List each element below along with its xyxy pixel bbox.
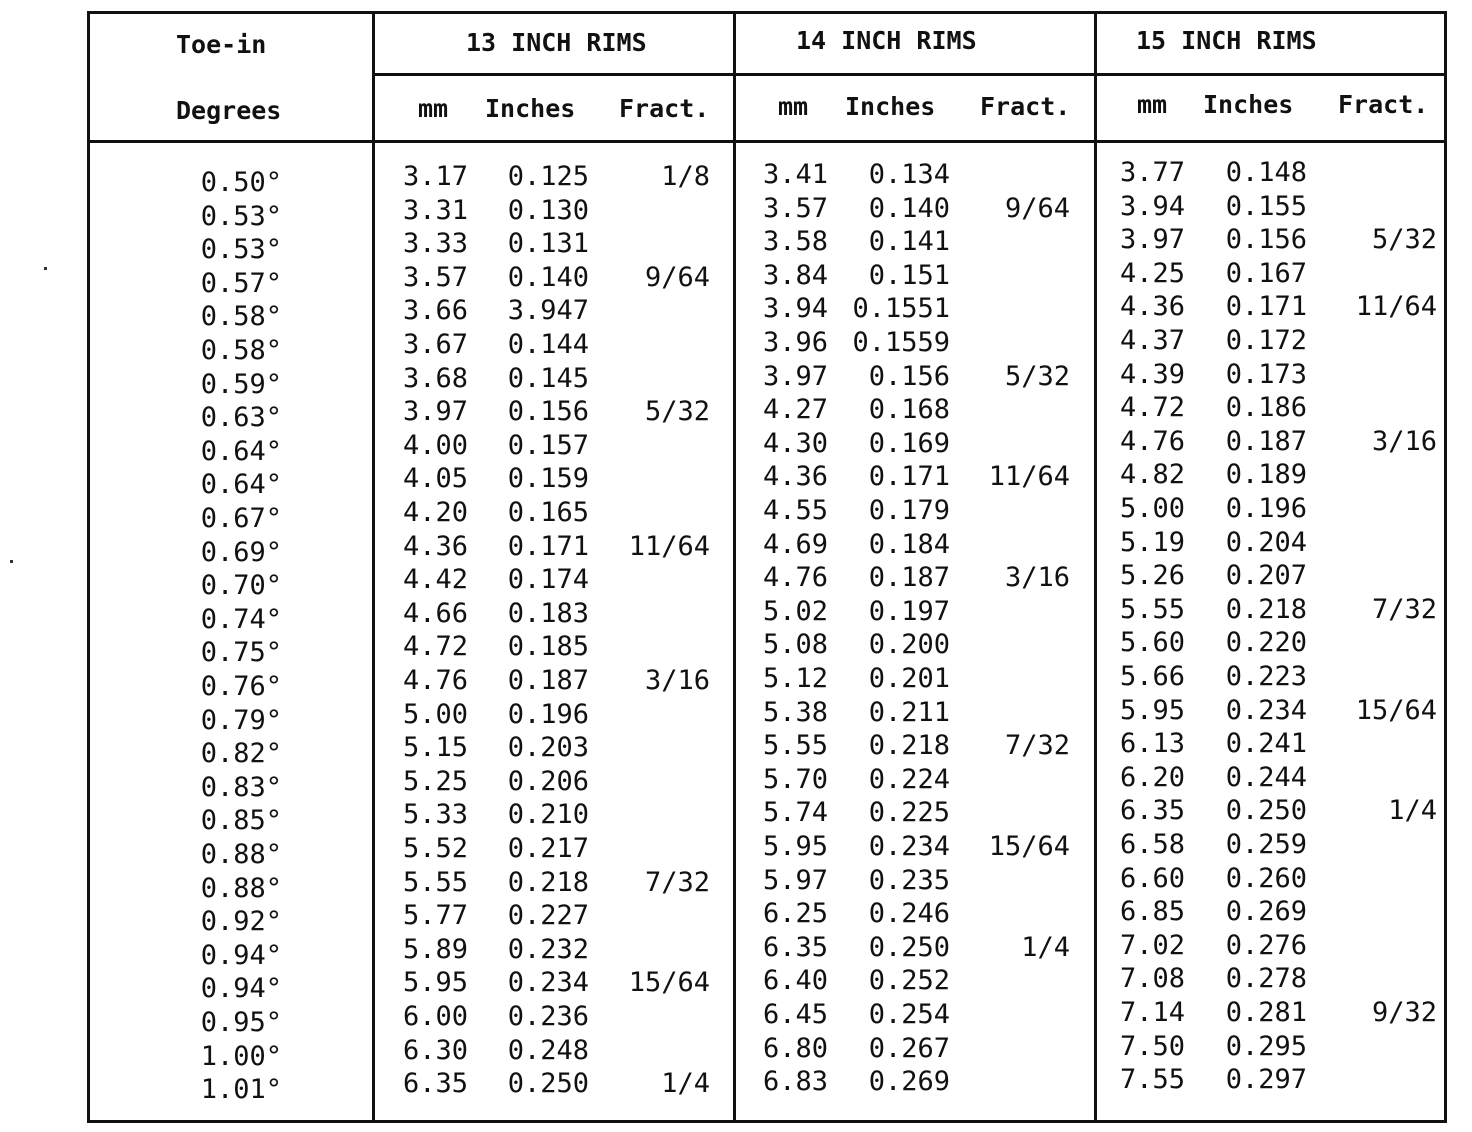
rims13-inches-header: Inches: [485, 94, 576, 123]
rims13-mm-cell: 5.15: [402, 732, 468, 763]
degree-cell: 0.59°: [200, 369, 282, 400]
rims15-mm-cell: 6.13: [1119, 728, 1185, 759]
rims14-fract-cell: 1/4: [1021, 932, 1070, 963]
rims14-inches-cell: 0.1551: [852, 293, 950, 324]
rims14-mm-cell: 5.08: [762, 629, 828, 660]
degree-cell: 0.75°: [200, 637, 282, 668]
rims13-inches-cell: 0.144: [507, 329, 589, 360]
rims13-mm-cell: 4.20: [402, 497, 468, 528]
rims15-inches-cell: 0.220: [1225, 627, 1307, 658]
rims14-inches-cell: 0.141: [868, 226, 950, 257]
rims15-mm-cell: 7.08: [1119, 963, 1185, 994]
rims13-inches-cell: 0.165: [507, 497, 589, 528]
rims15-mm-cell: 4.39: [1119, 359, 1185, 390]
rims13-mm-cell: 5.55: [402, 867, 468, 898]
rims14-mm-cell: 5.12: [762, 663, 828, 694]
rims14-inches-cell: 0.269: [868, 1066, 950, 1097]
rims13-inches-cell: 0.157: [507, 430, 589, 461]
rims15-inches-cell: 0.155: [1225, 191, 1307, 222]
rims15-inches-cell: 0.244: [1225, 762, 1307, 793]
rims15-inches-cell: 0.196: [1225, 493, 1307, 524]
rims13-mm-cell: 5.95: [402, 967, 468, 998]
rims14-inches-cell: 0.224: [868, 764, 950, 795]
rims15-mm-cell: 3.97: [1119, 224, 1185, 255]
rims14-inches-cell: 0.187: [868, 562, 950, 593]
rims15-inches-cell: 0.172: [1225, 325, 1307, 356]
rims13-mm-cell: 3.67: [402, 329, 468, 360]
rims14-inches-cell: 0.197: [868, 596, 950, 627]
degrees-header: Degrees: [176, 96, 282, 125]
rims14-mm-cell: 6.45: [762, 999, 828, 1030]
rims13-inches-cell: 0.131: [507, 228, 589, 259]
rims14-mm-cell: 6.40: [762, 965, 828, 996]
rims15-fract-cell: 5/32: [1371, 224, 1437, 255]
rims13-fract-cell: 1/4: [661, 1068, 710, 1099]
rims15-mm-cell: 6.85: [1119, 896, 1185, 927]
column-divider: [372, 14, 375, 1120]
rims14-mm-cell: 5.95: [762, 831, 828, 862]
rims14-mm-cell: 5.70: [762, 764, 828, 795]
degree-cell: 0.88°: [200, 873, 282, 904]
rims13-fract-header: Fract.: [619, 94, 710, 123]
rims14-inches-cell: 0.151: [868, 260, 950, 291]
rims13-mm-cell: 6.00: [402, 1001, 468, 1032]
rims15-mm-cell: 4.37: [1119, 325, 1185, 356]
rims15-inches-cell: 0.241: [1225, 728, 1307, 759]
toe-in-table: [87, 11, 1447, 1123]
rims14-inches-cell: 0.267: [868, 1033, 950, 1064]
rims14-fract-header: Fract.: [980, 92, 1071, 121]
rims14-mm-cell: 4.55: [762, 495, 828, 526]
rims13-mm-cell: 3.97: [402, 396, 468, 427]
rims15-inches-cell: 0.156: [1225, 224, 1307, 255]
rims15-inches-cell: 0.259: [1225, 829, 1307, 860]
rims13-inches-cell: 0.250: [507, 1068, 589, 1099]
rims14-mm-cell: 6.80: [762, 1033, 828, 1064]
rims15-mm-cell: 6.35: [1119, 795, 1185, 826]
rims14-inches-cell: 0.246: [868, 898, 950, 929]
rims14-fract-cell: 7/32: [1004, 730, 1070, 761]
rims15-inches-cell: 0.171: [1225, 291, 1307, 322]
rims14-mm-cell: 3.94: [762, 293, 828, 324]
rims14-mm-cell: 5.02: [762, 596, 828, 627]
degree-cell: 0.67°: [200, 503, 282, 534]
rims15-inches-cell: 0.234: [1225, 695, 1307, 726]
rims15-mm-cell: 5.26: [1119, 560, 1185, 591]
degree-cell: 0.53°: [200, 234, 282, 265]
rims15-mm-header: mm: [1137, 90, 1168, 119]
rims14-inches-cell: 0.225: [868, 797, 950, 828]
rims14-inches-cell: 0.218: [868, 730, 950, 761]
rims15-mm-cell: 6.58: [1119, 829, 1185, 860]
rims13-fract-cell: 15/64: [628, 967, 710, 998]
rims15-mm-cell: 5.19: [1119, 527, 1185, 558]
rims14-mm-cell: 3.96: [762, 327, 828, 358]
rims14-inches-cell: 0.171: [868, 461, 950, 492]
rims13-mm-cell: 4.72: [402, 631, 468, 662]
rims14-inches-cell: 0.184: [868, 529, 950, 560]
rims13-mm-cell: 3.17: [402, 161, 468, 192]
rims13-inches-cell: 0.210: [507, 799, 589, 830]
rims15-inches-cell: 0.148: [1225, 157, 1307, 188]
rims15-header: 15 INCH RIMS: [1136, 26, 1317, 55]
column-divider: [733, 14, 736, 1120]
rims13-inches-cell: 0.125: [507, 161, 589, 192]
rims14-mm-cell: 3.84: [762, 260, 828, 291]
rims15-mm-cell: 5.00: [1119, 493, 1185, 524]
header-bottom-rule: [90, 140, 1444, 143]
rims15-inches-cell: 0.218: [1225, 594, 1307, 625]
rims14-mm-cell: 5.74: [762, 797, 828, 828]
degree-cell: 0.63°: [200, 402, 282, 433]
rims15-mm-cell: 5.55: [1119, 594, 1185, 625]
rims14-inches-cell: 0.156: [868, 361, 950, 392]
rims14-mm-cell: 5.38: [762, 697, 828, 728]
rims15-inches-cell: 0.186: [1225, 392, 1307, 423]
rims15-inches-cell: 0.204: [1225, 527, 1307, 558]
rims13-fract-cell: 3/16: [644, 665, 710, 696]
degree-cell: 0.64°: [200, 436, 282, 467]
rims15-mm-cell: 4.25: [1119, 258, 1185, 289]
rims15-mm-cell: 5.66: [1119, 661, 1185, 692]
rims14-mm-cell: 4.36: [762, 461, 828, 492]
rims13-inches-cell: 0.234: [507, 967, 589, 998]
rims13-inches-cell: 0.227: [507, 900, 589, 931]
rims14-inches-cell: 0.140: [868, 193, 950, 224]
rims13-mm-cell: 4.05: [402, 463, 468, 494]
rims13-mm-cell: 5.52: [402, 833, 468, 864]
degree-cell: 0.64°: [200, 469, 282, 500]
rims14-fract-cell: 3/16: [1004, 562, 1070, 593]
rims13-inches-cell: 0.171: [507, 531, 589, 562]
degree-cell: 0.58°: [200, 335, 282, 366]
scan-speck: [10, 560, 13, 563]
rims13-inches-cell: 0.174: [507, 564, 589, 595]
rims13-mm-cell: 4.76: [402, 665, 468, 696]
rims13-mm-cell: 3.66: [402, 295, 468, 326]
rims13-mm-cell: 5.89: [402, 934, 468, 965]
rims15-inches-cell: 0.297: [1225, 1064, 1307, 1095]
rims13-inches-cell: 3.947: [507, 295, 589, 326]
rims15-inches-cell: 0.260: [1225, 863, 1307, 894]
rims13-inches-cell: 0.217: [507, 833, 589, 864]
degree-cell: 0.76°: [200, 671, 282, 702]
degree-cell: 0.92°: [200, 906, 282, 937]
degree-cell: 0.88°: [200, 839, 282, 870]
rims15-fract-cell: 1/4: [1388, 795, 1437, 826]
rims13-fract-cell: 5/32: [644, 396, 710, 427]
rims13-mm-cell: 5.00: [402, 699, 468, 730]
rims14-inches-cell: 0.134: [868, 159, 950, 190]
rims14-mm-cell: 6.35: [762, 932, 828, 963]
rims14-fract-cell: 5/32: [1004, 361, 1070, 392]
rims14-inches-cell: 0.234: [868, 831, 950, 862]
rims13-inches-cell: 0.130: [507, 195, 589, 226]
rims13-inches-cell: 0.185: [507, 631, 589, 662]
rims13-header: 13 INCH RIMS: [466, 28, 647, 57]
rims15-fract-cell: 11/64: [1355, 291, 1437, 322]
rims14-inches-cell: 0.254: [868, 999, 950, 1030]
rims13-mm-cell: 3.57: [402, 262, 468, 293]
rims15-mm-cell: 6.60: [1119, 863, 1185, 894]
rims15-inches-cell: 0.173: [1225, 359, 1307, 390]
rims14-mm-cell: 4.30: [762, 428, 828, 459]
rims15-mm-cell: 5.95: [1119, 695, 1185, 726]
rims13-inches-cell: 0.156: [507, 396, 589, 427]
rims14-mm-cell: 4.69: [762, 529, 828, 560]
rims14-mm-cell: 5.97: [762, 865, 828, 896]
rims15-inches-cell: 0.278: [1225, 963, 1307, 994]
rims14-inches-cell: 0.201: [868, 663, 950, 694]
rims15-mm-cell: 7.55: [1119, 1064, 1185, 1095]
rims15-inches-cell: 0.223: [1225, 661, 1307, 692]
rims14-mm-cell: 4.27: [762, 394, 828, 425]
rims13-inches-cell: 0.232: [507, 934, 589, 965]
rims14-inches-cell: 0.179: [868, 495, 950, 526]
rims15-mm-cell: 5.60: [1119, 627, 1185, 658]
rims13-mm-cell: 6.30: [402, 1035, 468, 1066]
degree-cell: 0.94°: [200, 940, 282, 971]
rims13-inches-cell: 0.145: [507, 363, 589, 394]
degree-cell: 0.50°: [200, 167, 282, 198]
rims14-inches-cell: 0.211: [868, 697, 950, 728]
rims15-mm-cell: 4.72: [1119, 392, 1185, 423]
scan-speck: [44, 267, 47, 270]
degree-cell: 0.85°: [200, 805, 282, 836]
toe-in-header: Toe-in: [176, 30, 267, 59]
rims14-fract-cell: 11/64: [988, 461, 1070, 492]
degree-cell: 1.00°: [200, 1041, 282, 1072]
degree-cell: 0.69°: [200, 537, 282, 568]
rims14-mm-cell: 3.41: [762, 159, 828, 190]
rims13-fract-cell: 1/8: [661, 161, 710, 192]
rims15-mm-cell: 3.77: [1119, 157, 1185, 188]
rims15-inches-cell: 0.207: [1225, 560, 1307, 591]
rims13-mm-cell: 3.31: [402, 195, 468, 226]
rims14-mm-cell: 3.58: [762, 226, 828, 257]
rims15-inches-cell: 0.250: [1225, 795, 1307, 826]
rims14-fract-cell: 15/64: [988, 831, 1070, 862]
rims15-inches-cell: 0.295: [1225, 1031, 1307, 1062]
rims13-inches-cell: 0.187: [507, 665, 589, 696]
rims13-fract-cell: 9/64: [644, 262, 710, 293]
rims15-fract-cell: 9/32: [1371, 997, 1437, 1028]
rims15-mm-cell: 7.14: [1119, 997, 1185, 1028]
rims14-inches-cell: 0.252: [868, 965, 950, 996]
rims15-fract-cell: 3/16: [1371, 426, 1437, 457]
degree-cell: 0.58°: [200, 301, 282, 332]
rims15-inches-cell: 0.167: [1225, 258, 1307, 289]
rims13-inches-cell: 0.248: [507, 1035, 589, 1066]
rims15-inches-cell: 0.281: [1225, 997, 1307, 1028]
rims14-inches-cell: 0.1559: [852, 327, 950, 358]
rims14-inches-cell: 0.200: [868, 629, 950, 660]
rims13-mm-cell: 4.00: [402, 430, 468, 461]
rims15-fract-cell: 7/32: [1371, 594, 1437, 625]
rims13-inches-cell: 0.218: [507, 867, 589, 898]
rims15-inches-cell: 0.189: [1225, 459, 1307, 490]
rims15-inches-header: Inches: [1203, 90, 1294, 119]
rims13-mm-cell: 4.42: [402, 564, 468, 595]
degree-cell: 0.83°: [200, 772, 282, 803]
degree-cell: 0.95°: [200, 1007, 282, 1038]
rims13-fract-cell: 7/32: [644, 867, 710, 898]
degree-cell: 0.57°: [200, 268, 282, 299]
degree-cell: 0.82°: [200, 738, 282, 769]
rims14-mm-cell: 5.55: [762, 730, 828, 761]
rims13-inches-cell: 0.183: [507, 598, 589, 629]
degree-cell: 0.53°: [200, 201, 282, 232]
rims13-mm-cell: 3.33: [402, 228, 468, 259]
rims15-inches-cell: 0.269: [1225, 896, 1307, 927]
rims15-mm-cell: 4.36: [1119, 291, 1185, 322]
rims13-mm-cell: 5.33: [402, 799, 468, 830]
rims15-fract-header: Fract.: [1338, 90, 1429, 119]
rims13-inches-cell: 0.196: [507, 699, 589, 730]
rims13-mm-cell: 3.68: [402, 363, 468, 394]
rims13-inches-cell: 0.140: [507, 262, 589, 293]
rims13-inches-cell: 0.159: [507, 463, 589, 494]
rims13-mm-cell: 6.35: [402, 1068, 468, 1099]
rims13-mm-cell: 5.25: [402, 766, 468, 797]
rims14-inches-header: Inches: [845, 92, 936, 121]
rims15-fract-cell: 15/64: [1355, 695, 1437, 726]
rims13-inches-cell: 0.236: [507, 1001, 589, 1032]
rims14-mm-cell: 4.76: [762, 562, 828, 593]
rims14-mm-cell: 6.83: [762, 1066, 828, 1097]
degree-cell: 1.01°: [200, 1074, 282, 1105]
rims13-inches-cell: 0.206: [507, 766, 589, 797]
rims15-mm-cell: 7.02: [1119, 930, 1185, 961]
rims13-inches-cell: 0.203: [507, 732, 589, 763]
degree-cell: 0.70°: [200, 570, 282, 601]
degree-cell: 0.79°: [200, 705, 282, 736]
rims14-inches-cell: 0.250: [868, 932, 950, 963]
rims14-mm-header: mm: [778, 92, 809, 121]
rims15-mm-cell: 3.94: [1119, 191, 1185, 222]
rims13-mm-cell: 5.77: [402, 900, 468, 931]
rims13-mm-header: mm: [418, 94, 449, 123]
rims15-mm-cell: 4.82: [1119, 459, 1185, 490]
rims14-fract-cell: 9/64: [1004, 193, 1070, 224]
rims13-fract-cell: 11/64: [628, 531, 710, 562]
degree-cell: 0.74°: [200, 604, 282, 635]
rims14-mm-cell: 3.57: [762, 193, 828, 224]
rims14-inches-cell: 0.169: [868, 428, 950, 459]
rims15-inches-cell: 0.276: [1225, 930, 1307, 961]
rims15-mm-cell: 4.76: [1119, 426, 1185, 457]
rims13-mm-cell: 4.36: [402, 531, 468, 562]
column-divider: [1094, 14, 1097, 1120]
rims14-inches-cell: 0.168: [868, 394, 950, 425]
rims14-inches-cell: 0.235: [868, 865, 950, 896]
rims15-mm-cell: 6.20: [1119, 762, 1185, 793]
rims15-mm-cell: 7.50: [1119, 1031, 1185, 1062]
rims14-mm-cell: 6.25: [762, 898, 828, 929]
rims14-header: 14 INCH RIMS: [796, 26, 977, 55]
rims13-mm-cell: 4.66: [402, 598, 468, 629]
group-header-divider: [372, 73, 1444, 76]
rims14-mm-cell: 3.97: [762, 361, 828, 392]
degree-cell: 0.94°: [200, 973, 282, 1004]
rims15-inches-cell: 0.187: [1225, 426, 1307, 457]
